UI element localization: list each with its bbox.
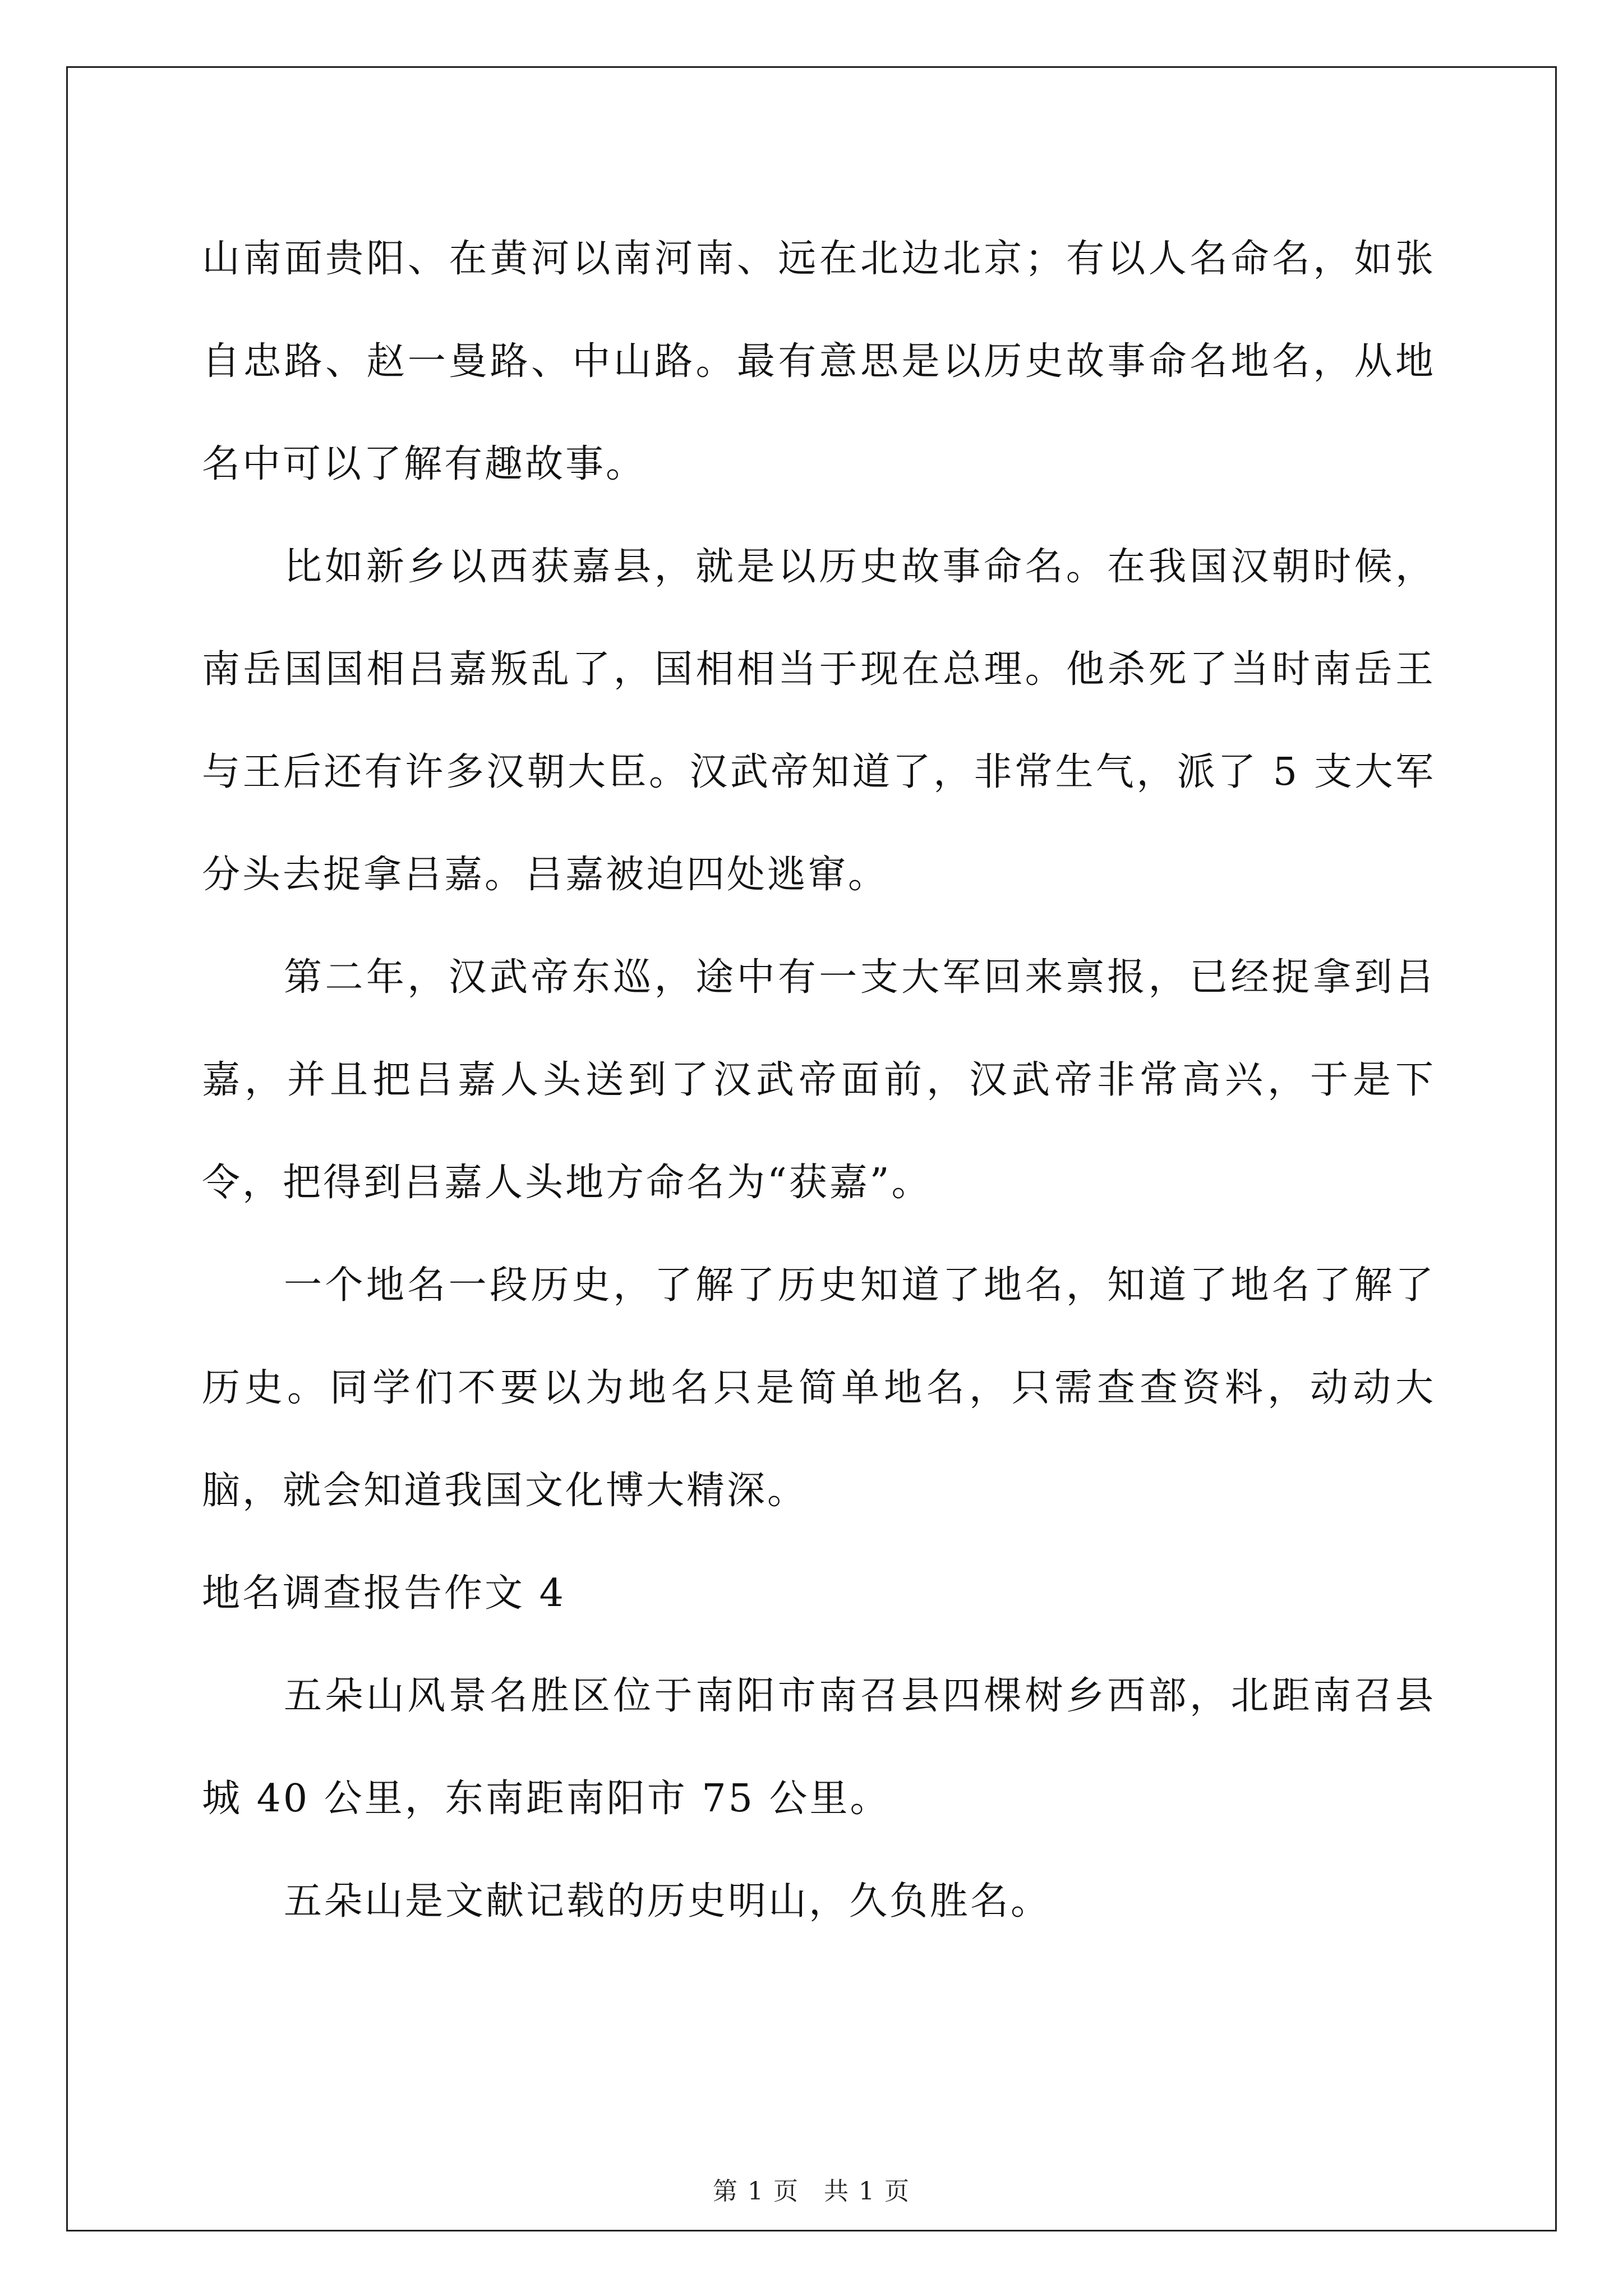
paragraph-second-year: 第二年，汉武帝东巡，途中有一支大军回来禀报，已经捉拿到吕嘉，并且把吕嘉人头送到了汉武帝面前，汉武帝非常高兴，于是下令，把得到吕嘉人头地方命名为“获嘉”。: [202, 955, 1436, 1205]
paragraph-history-names: 一个地名一段历史，了解了历史知道了地名，知道了地名了解了历史。同学们不要以为地名只是简单地名，只需查查资料，动动大脑，就会知道我国文化博大精深。: [202, 1263, 1436, 1513]
paragraph-continued: 山南面贵阳、在黄河以南河南、远在北边北京；有以人名命名，如张自忠路、赵一曼路、中山路。最有意思是以历史故事命名地名，从地名中可以了解有趣故事。: [202, 237, 1436, 486]
paragraph-wuduoshan-location: 五朵山风景名胜区位于南阳市南召县四棵树乡西部，北距南召县城 40 公里，东南距南阳市 75 公里。: [202, 1674, 1436, 1821]
page-footer: [0, 2171, 1623, 2207]
section-heading: 地名调查报告作文 4: [202, 1571, 566, 1616]
page-number: 第 1 页: [713, 2177, 799, 2206]
paragraph-wuduoshan-history: 五朵山是文献记载的历史明山，久负胜名。: [284, 1879, 1052, 1924]
paragraph-huojia-story: 比如新乡以西获嘉县，就是以历史故事命名。在我国汉朝时候，南岳国国相吕嘉叛乱了，国相相当于现在总理。他杀死了当时南岳王与王后还有许多汉朝大臣。汉武帝知道了，非常生气，派了 5 支大军分头去捉拿吕嘉。吕嘉被迫四处逃窜。: [202, 545, 1436, 897]
document-body: [202, 208, 1436, 1953]
page-total: 共 1 页: [824, 2177, 910, 2206]
